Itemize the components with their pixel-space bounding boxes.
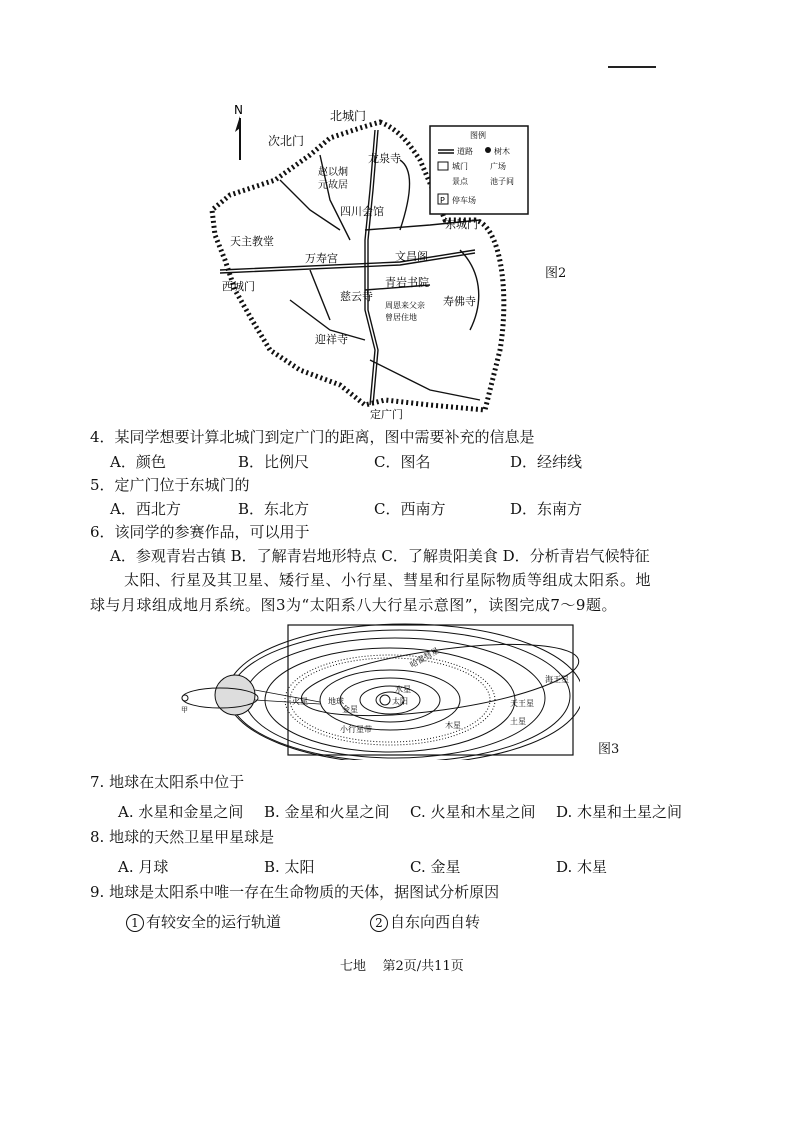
comet-label: 哈雷彗星: [408, 645, 441, 670]
option: C．西南方: [374, 500, 446, 518]
label-zhou2: 曾居住地: [385, 313, 417, 322]
label-wanshou: 万寿宫: [305, 252, 338, 265]
option: D．东南方: [510, 500, 583, 518]
question-8-options: [118, 856, 688, 877]
mercury-label: 水星: [395, 685, 411, 694]
north-arrow-icon: [234, 103, 243, 160]
saturn-label: 土星: [510, 717, 526, 726]
option: D. 木星: [556, 858, 608, 876]
label-qingyan-academy: 青岩书院: [385, 276, 429, 289]
question-9-item-2: 2 自东向西自转: [370, 911, 480, 932]
option: B．比例尺: [238, 453, 310, 471]
question-6: 6．该同学的参赛作品，可以用于: [90, 523, 310, 541]
label-dingguang: 定广门: [370, 408, 403, 420]
question-5: 5．定广门位于东城门的: [90, 476, 250, 494]
jia-label: 甲: [181, 706, 188, 714]
svg-text:西城门: 西城门: [222, 280, 255, 293]
question-6-options: A．参观青岩古镇 B．了解青岩地形特点 C．了解贵阳美食 D．分析青岩气候特征: [110, 547, 650, 565]
mars-label: 火星: [292, 697, 308, 706]
north-label: N: [234, 103, 243, 117]
label-second-north-gate: 次北门: [268, 134, 305, 148]
option: D．经纬线: [510, 453, 583, 471]
svg-text:P: P: [440, 196, 445, 205]
label-cisheng: 慈云寺: [340, 290, 373, 303]
sun-label: 太阳: [392, 697, 408, 706]
jupiter-label: 木星: [445, 721, 461, 730]
option: C．图名: [374, 453, 431, 471]
question-7-options: [118, 801, 688, 822]
legend-road: 道路: [457, 147, 473, 156]
legend-square: 广场: [490, 162, 506, 171]
intro-line-1: 太阳、行星及其卫星、矮行星、小行星、彗星和行星际物质等组成太阳系。地: [124, 571, 652, 589]
label-zhao2: 元故居: [318, 180, 348, 191]
legend-gate: 城门: [452, 162, 468, 171]
question-4: 4．某同学想要计算北城门到定广门的距离，图中需要补充的信息是: [90, 428, 535, 446]
legend-tree: 树木: [494, 147, 510, 156]
question-7: 7. 地球在太阳系中位于: [90, 773, 245, 791]
page-footer: 七地 第2页/共11页: [340, 959, 464, 974]
label-wenchang: 文昌阁: [395, 250, 428, 263]
neptune-label: 海王星: [545, 675, 569, 684]
legend-stone-house: 池子间: [490, 177, 514, 186]
option: B．东北方: [238, 500, 310, 518]
figure-3-label: 图3: [598, 742, 620, 757]
question-5-options: [110, 498, 670, 519]
asteroid-belt-label: 小行星带: [340, 725, 372, 734]
label-sichuan: 四川会馆: [340, 205, 384, 218]
label-longquan: 龙泉寺: [368, 152, 401, 165]
legend-parking: 停车场: [452, 196, 476, 205]
label-yingxiang: 迎祥寺: [315, 333, 348, 346]
tree-icon: [485, 147, 491, 153]
option: C. 火星和木星之间: [410, 803, 536, 821]
map-legend: [430, 126, 528, 214]
option: A．西北方: [110, 500, 181, 518]
option: A. 月球: [118, 858, 169, 876]
qingyan-town-map: [200, 100, 540, 420]
venus-label: 金星: [342, 705, 358, 714]
sun-icon: [380, 695, 390, 705]
option: B. 金星和火星之间: [264, 803, 390, 821]
question-8: 8. 地球的天然卫星甲星球是: [90, 828, 275, 846]
label-zhou: 周恩来父亲: [385, 301, 425, 310]
label-zhao: 赵以炯: [318, 167, 348, 178]
question-9-item-1: 1 有较安全的运行轨道: [126, 911, 281, 932]
option: D. 木星和土星之间: [556, 803, 683, 821]
label-shoufo: 寿佛寺: [443, 295, 476, 308]
option: A. 水星和金星之间: [118, 803, 244, 821]
option: B. 太阳: [264, 858, 315, 876]
label-north-gate: 北城门: [330, 109, 367, 123]
uranus-label: 天王星: [510, 699, 534, 708]
intro-line-2: 球与月球组成地月系统。图3为“太阳系八大行星示意图”，读图完成7～9题。: [90, 596, 617, 614]
option: A．颜色: [110, 453, 166, 471]
option: C. 金星: [410, 858, 461, 876]
moon-icon: [182, 695, 188, 701]
legend-title: 图例: [470, 131, 486, 140]
solar-system-diagram: [180, 620, 580, 760]
earth-label: 地球: [328, 697, 344, 706]
label-east-gate: 东城门: [445, 218, 478, 231]
earth-globe-icon: [215, 675, 255, 715]
question-4-options: [110, 451, 670, 472]
label-west-gate: [222, 279, 255, 293]
question-9: 9. 地球是太阳系中唯一存在生命物质的天体，据图试分析原因: [90, 883, 500, 901]
figure-2-label: 图2: [545, 266, 567, 281]
top-rule: [608, 66, 656, 68]
label-catholic: 天主教堂: [230, 235, 274, 248]
legend-spot: 景点: [452, 177, 468, 186]
